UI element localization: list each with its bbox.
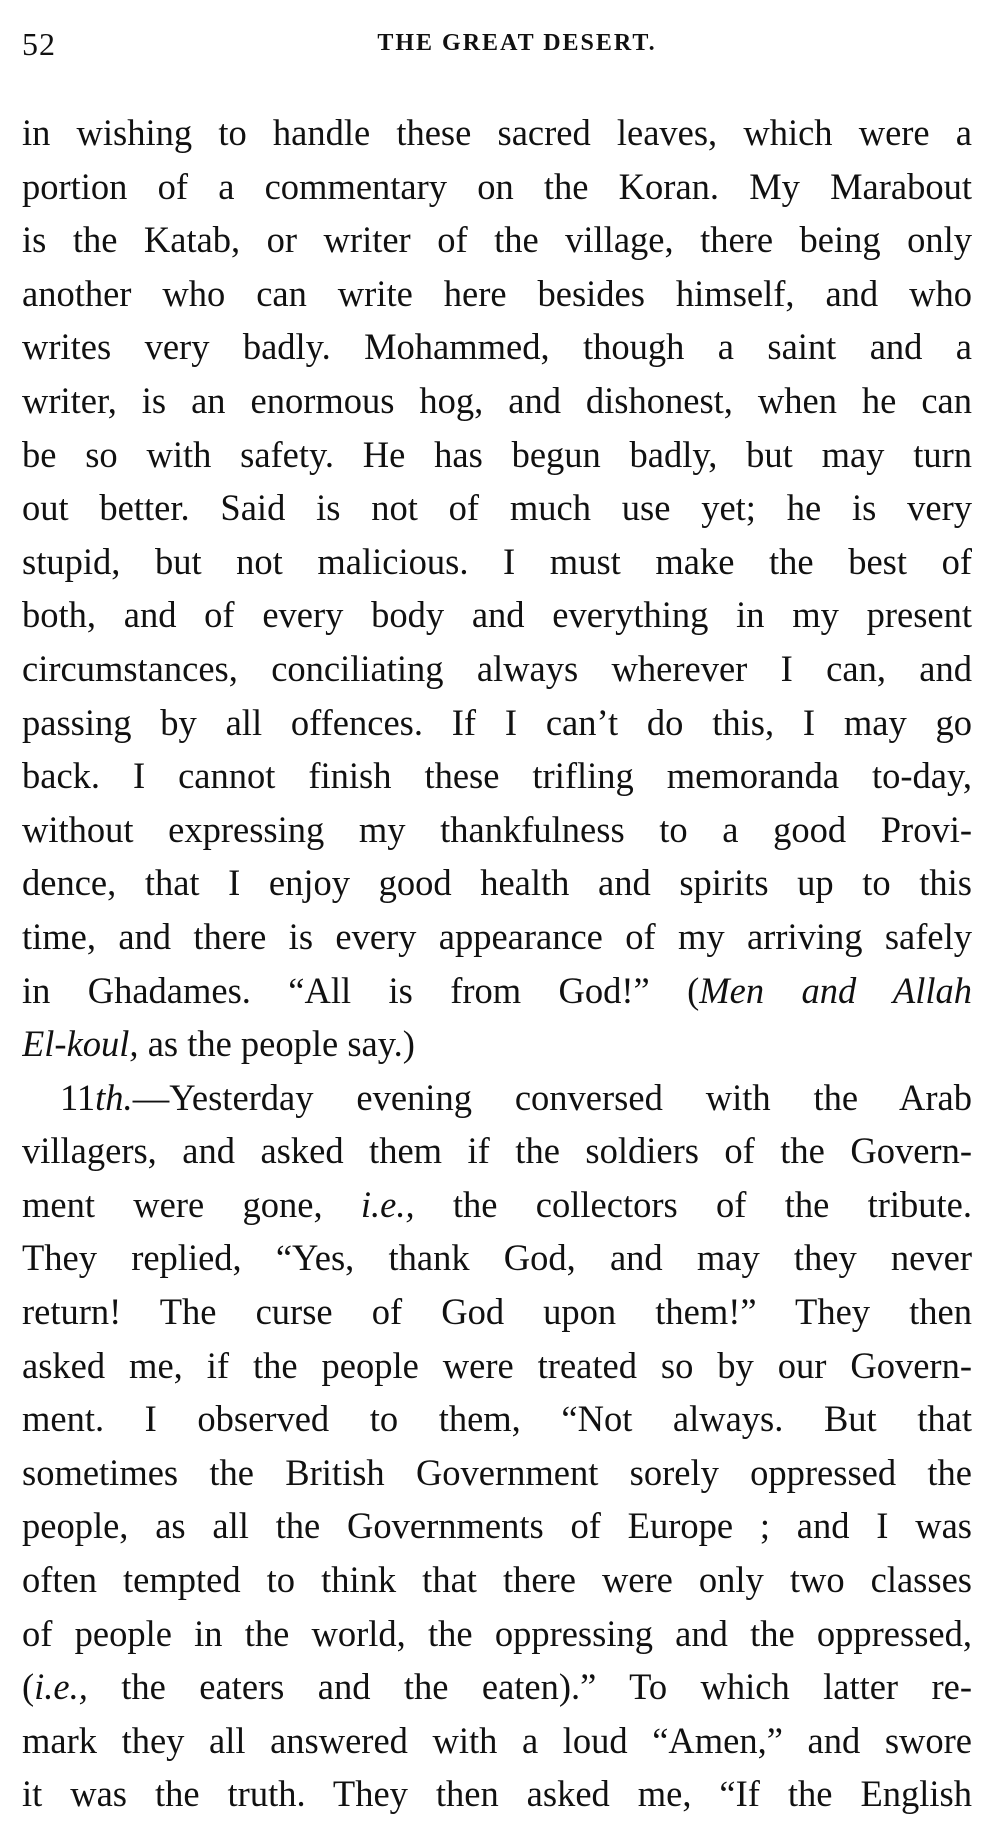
text-line: return! The curse of God upon them!” They then [22, 1291, 972, 1333]
text-line: El-koul, as the people say.) [22, 1023, 415, 1065]
text-line: in wishing to handle these sacred leaves, which were a [22, 112, 972, 153]
text-line: mark they all answered with a loud “Amen,” and swore [22, 1719, 972, 1761]
text-line: portion of a commentary on the Koran. My Marabout [22, 165, 972, 207]
text-line: dence, that I enjoy good health and spirits up to this [22, 862, 972, 904]
text-line: circumstances, conciliating always wherever I can, and [22, 647, 972, 689]
text-line: stupid, but not malicious. I must make the best of [22, 540, 972, 582]
text-line: 11th.—Yesterday evening conversed with the Arab [60, 1076, 972, 1118]
text-line: sometimes the British Government sorely oppressed the [22, 1451, 972, 1493]
text-line: be so with safety. He has begun badly, but may turn [22, 433, 972, 475]
text-line: writer, is an enormous hog, and dishonest, when he can [22, 379, 972, 421]
text-line: people, as all the Governments of Europe ; and I was [22, 1505, 972, 1547]
text-line: ment were gone, i.e., the collectors of the tribute. [22, 1183, 972, 1225]
text-line: often tempted to think that there were only two classes [22, 1559, 972, 1601]
text-line: asked me, if the people were treated so by our Govern- [22, 1344, 972, 1386]
text-line: They replied, “Yes, thank God, and may they never [22, 1237, 972, 1279]
text-line: it was the truth. They then asked me, “If the English [22, 1773, 972, 1815]
text-line: is the Katab, or writer of the village, there being only [22, 219, 972, 261]
text-line: passing by all offences. If I can’t do this, I may go [22, 701, 972, 743]
text-line: without expressing my thankfulness to a good Provi- [22, 808, 972, 850]
text-line: both, and of every body and everything in my present [22, 594, 972, 636]
text-line: (i.e., the eaters and the eaten).” To which latter re- [22, 1666, 972, 1708]
text-line: in Ghadames. “All is from God!” (Men and Allah [22, 969, 972, 1011]
page-number: 52 [22, 26, 56, 62]
running-title: THE GREAT DESERT. [377, 30, 657, 56]
text-line: ment. I observed to them, “Not always. But that [22, 1398, 972, 1440]
body-text [22, 106, 972, 1821]
text-line: writes very badly. Mohammed, though a saint and a [22, 326, 972, 368]
text-line: another who can write here besides himself, and who [22, 272, 972, 314]
running-head [22, 26, 972, 66]
text-line: back. I cannot finish these trifling memoranda to-day, [22, 755, 972, 797]
text-line: villagers, and asked them if the soldiers of the Govern- [22, 1130, 972, 1172]
text-line: of people in the world, the oppressing and the oppressed, [22, 1612, 972, 1654]
text-line: out better. Said is not of much use yet; he is very [22, 487, 972, 529]
text-line: time, and there is every appearance of my arriving safely [22, 915, 972, 957]
